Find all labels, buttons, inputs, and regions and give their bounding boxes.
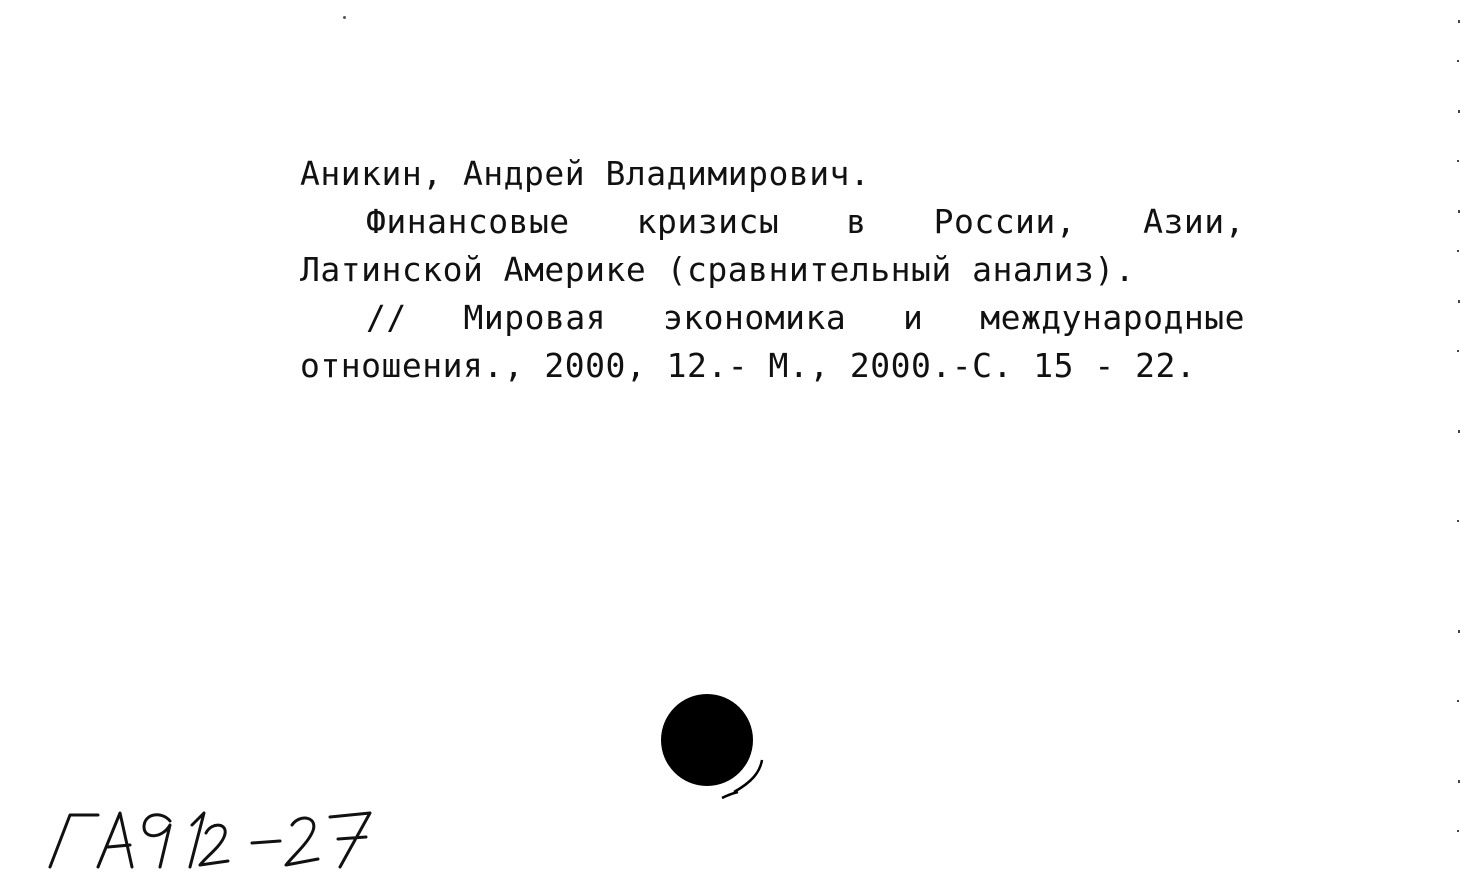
scan-speck [343,16,346,19]
scan-edge-noise [1452,0,1464,872]
source-citation: // Мировая экономика и международные отношения., 2000, 12.- М., 2000.-С. 15 - 22. [300,298,1245,385]
author-heading: Аникин, Андрей Владимирович. [300,154,871,193]
punch-hole-tear [718,752,778,800]
publication-title: Финансовые кризисы в России, Азии, Латинской Америке (сравнительный анализ). [300,202,1245,289]
handwritten-shelf-code [40,795,380,875]
bibliographic-entry [300,150,1245,390]
